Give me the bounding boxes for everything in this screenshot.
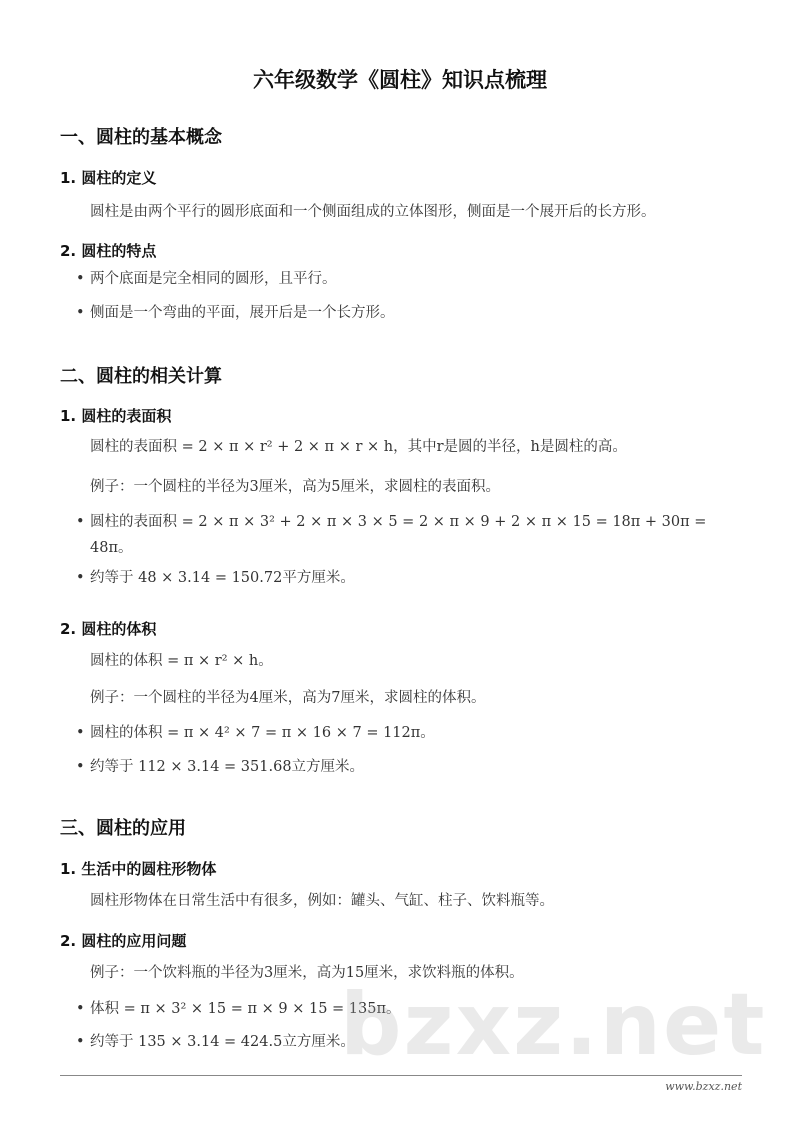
bullet-icon: • <box>76 570 85 586</box>
list-item <box>76 565 752 591</box>
section-heading-3: 三、圆柱的应用 <box>60 818 186 839</box>
list-item-text: 两个底面是完全相同的圆形，且平行。 <box>90 271 337 287</box>
footer-url[interactable]: www.bzxz.net <box>665 1080 742 1093</box>
surface-area-example: 例子：一个圆柱的半径为3厘米，高为5厘米，求圆柱的表面积。 <box>90 479 500 495</box>
subheading-cylinder-features: 2. 圆柱的特点 <box>60 242 157 260</box>
bullet-icon: • <box>76 759 85 775</box>
everyday-objects-paragraph: 圆柱形物体在日常生活中有很多，例如：罐头、气缸、柱子、饮料瓶等。 <box>90 893 554 909</box>
page-title: 六年级数学《圆柱》知识点梳理 <box>253 68 547 92</box>
bullet-icon: • <box>76 271 85 287</box>
list-item <box>76 720 752 746</box>
footer-divider <box>60 1075 742 1076</box>
bullet-icon: • <box>76 1034 85 1050</box>
list-item <box>76 266 752 292</box>
list-item <box>76 1029 752 1055</box>
list-item <box>76 996 752 1022</box>
section-heading-2: 二、圆柱的相关计算 <box>60 366 222 387</box>
volume-example: 例子：一个圆柱的半径为4厘米，高为7厘米，求圆柱的体积。 <box>90 690 486 706</box>
list-item-text: 约等于 48 × 3.14 = 150.72平方厘米。 <box>90 570 355 586</box>
bullet-icon: • <box>76 514 85 530</box>
application-example: 例子：一个饮料瓶的半径为3厘米，高为15厘米，求饮料瓶的体积。 <box>90 965 524 981</box>
list-item-text: 侧面是一个弯曲的平面，展开后是一个长方形。 <box>90 305 395 321</box>
list-item <box>76 509 752 561</box>
section-heading-1: 一、圆柱的基本概念 <box>60 127 222 148</box>
subheading-surface-area: 1. 圆柱的表面积 <box>60 407 172 425</box>
subheading-everyday-objects: 1. 生活中的圆柱形物体 <box>60 860 217 878</box>
subheading-volume: 2. 圆柱的体积 <box>60 620 157 638</box>
list-item-text: 约等于 112 × 3.14 = 351.68立方厘米。 <box>90 759 365 775</box>
list-item <box>76 300 752 326</box>
list-item-text: 圆柱的表面积 = 2 × π × 3² + 2 × π × 3 × 5 = 2 × π × 9 + 2 × π × 15 = 18π + 30π = 48π。 <box>90 514 707 556</box>
list-item <box>76 754 752 780</box>
bullet-icon: • <box>76 725 85 741</box>
definition-paragraph: 圆柱是由两个平行的圆形底面和一个侧面组成的立体图形，侧面是一个展开后的长方形。 <box>90 204 656 220</box>
subheading-cylinder-definition: 1. 圆柱的定义 <box>60 169 157 187</box>
bullet-icon: • <box>76 305 85 321</box>
watermark: bzxz.net <box>340 975 767 1075</box>
volume-formula: 圆柱的体积 = π × r² × h。 <box>90 653 273 669</box>
list-item-text: 体积 = π × 3² × 15 = π × 9 × 15 = 135π。 <box>90 1001 401 1017</box>
bullet-icon: • <box>76 1001 85 1017</box>
list-item-text: 圆柱的体积 = π × 4² × 7 = π × 16 × 7 = 112π。 <box>90 725 435 741</box>
surface-area-formula: 圆柱的表面积 = 2 × π × r² + 2 × π × r × h，其中r是圆的半径，h是圆柱的高。 <box>90 439 627 455</box>
list-item-text: 约等于 135 × 3.14 = 424.5立方厘米。 <box>90 1034 355 1050</box>
subheading-application-problems: 2. 圆柱的应用问题 <box>60 932 187 950</box>
